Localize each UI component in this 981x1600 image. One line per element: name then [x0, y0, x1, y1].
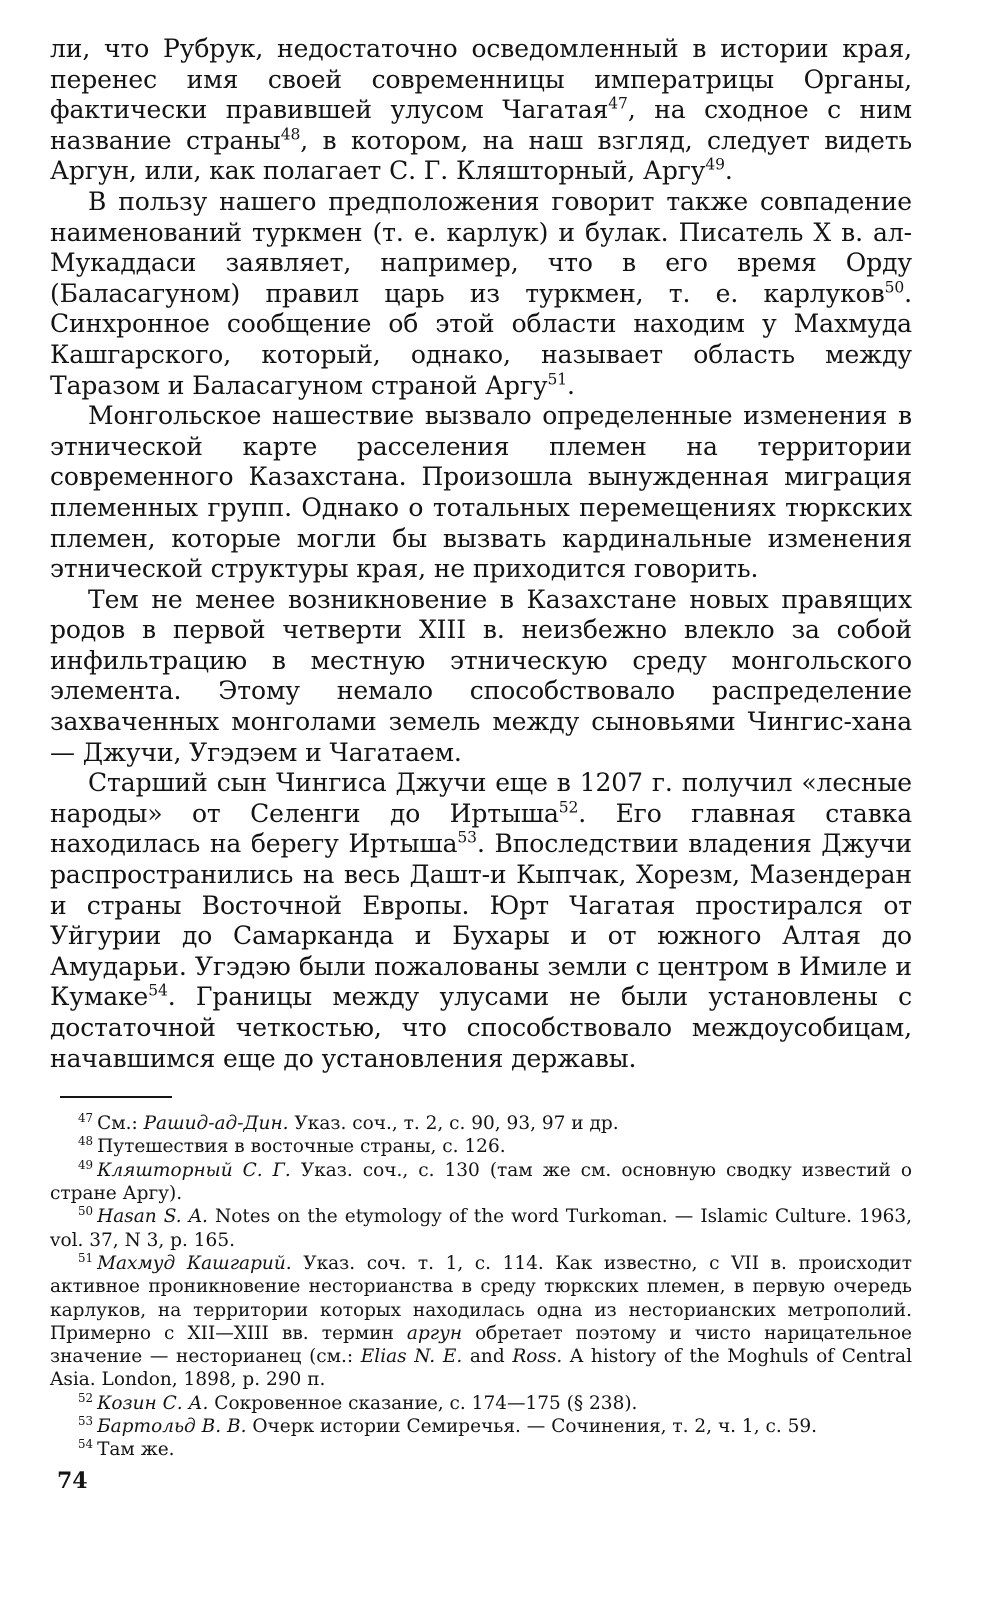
- italic-text: Кляшторный С. Г.: [97, 1159, 291, 1181]
- text-run: Notes on the etymology of the word Turkoman. — Islamic Culture. 1963, vol. 37, N 3, p. 165.: [50, 1206, 913, 1251]
- footnote-ref: 54: [148, 982, 168, 1001]
- italic-text: аргун: [406, 1322, 463, 1344]
- footnote: [50, 1438, 912, 1461]
- text-run: Очерк истории Семиречья. — Сочинения, т. 2, ч. 1, с. 59.: [246, 1416, 818, 1438]
- text-run: Указ. соч. т. 1, с. 114. Как известно, с VII в. происходит активное проникновение несторианства в среду тюркских племен, в первую очередь карлуков, на территории которых находилась одна из несторианских метрополий. Примерно с XII—XIII вв. термин: [50, 1252, 912, 1344]
- footnote-ref: 51: [547, 370, 567, 389]
- footnote-ref: 49: [705, 156, 725, 175]
- text-run: and: [462, 1346, 513, 1368]
- text-run: Путешествия в восточные страны, с. 126.: [97, 1136, 506, 1158]
- footnote-number: 48: [78, 1134, 94, 1149]
- text-run: . Впоследствии владения Джучи распространились на весь Дашт-и Кыпчак, Хорезм, Мазендеран и страны Восточной Европы. Юрт Чагатая простирался от Уйгурии до Самарканда и Бухары и от южного Алтая до Амударьи. Угэдэю были пожалованы земли с центром в Имиле и Кумаке: [50, 829, 912, 1012]
- text-run: обретает поэтому и чисто нарицательное значение — несторианец (см.:: [50, 1322, 912, 1368]
- paragraph: [50, 585, 912, 769]
- text-run: Монгольское нашествие вызвало определенные изменения в этнической карте расселения племен на территории современного Казахстана. Произошла вынужденная миграция племенных групп. Однако о тотальных перемещениях тюркских племен, которые могли бы вызвать кардинальные изменения этнической структуры края, не приходится говорить.: [50, 401, 912, 584]
- italic-text: Elias N. E.: [360, 1346, 463, 1368]
- text-run: A history of the Moghuls of Central Asia. London, 1898, p. 290 п.: [50, 1346, 912, 1391]
- footnote: [50, 1112, 912, 1135]
- text-run: ли, что Рубрук, недостаточно осведомленный в истории края, перенес имя своей современницы императрицы Органы, фактически правившей улусом Чагатая: [50, 34, 912, 125]
- text-run: См.:: [97, 1113, 144, 1135]
- main-text: [50, 34, 912, 1074]
- footnote-number: 54: [78, 1437, 94, 1452]
- footnote: [50, 1392, 912, 1415]
- text-run: . Синхронное сообщение об этой области находим у Махмуда Кашгарского, который, однако, называет область между Таразом и Баласагуном страной Аргу: [50, 278, 912, 400]
- text-run: Тем не менее возникновение в Казахстане новых правящих родов в первой четверти XIII в. неизбежно влекло за собой инфильтрацию в местную этническую среду монгольского элемента. Этому немало способствовало распределение захваченных монголами земель между сыновьями Чингис-хана — Джучи, Угэдэем и Чагатаем.: [50, 584, 912, 767]
- book-page: [50, 34, 912, 1462]
- footnote-ref: 48: [280, 125, 301, 144]
- text-run: . Границы между улусами не были установлены с достаточной четкостью, что способствовало междоусобицам, начавшимся еще до установления державы.: [50, 982, 912, 1073]
- footnote-ref: 52: [558, 798, 579, 817]
- italic-text: Бартольд В. В.: [97, 1416, 247, 1438]
- italic-text: Рашид-ад-Дин.: [143, 1113, 289, 1135]
- text-run: , в котором, на наш взгляд, следует видеть Аргун, или, как полагает С. Г. Кляшторный, Аргу: [50, 125, 912, 186]
- footnote: [50, 1159, 912, 1206]
- text-run: Там же.: [97, 1439, 175, 1461]
- italic-text: Hasan S. A.: [97, 1206, 208, 1228]
- footnote: [50, 1252, 912, 1392]
- italic-text: Махмуд Кашгарий.: [97, 1252, 292, 1274]
- footnote-separator: [60, 1096, 172, 1098]
- footnote: [50, 1135, 912, 1158]
- paragraph: [50, 34, 912, 187]
- paragraph: [50, 401, 912, 585]
- text-run: Старший сын Чингиса Джучи еще в 1207 г. получил «лесные народы» от Селенги до Иртыша: [50, 768, 912, 828]
- text-run: .: [724, 156, 733, 186]
- italic-text: Ross.: [512, 1346, 563, 1368]
- footnotes: [50, 1112, 912, 1461]
- text-run: В пользу нашего предположения говорит также совпадение наименований туркмен (т. е. карлук) и булак. Писатель X в. ал-Мукаддаси заявляет, например, что в его время Орду (Баласагуном) правил царь из туркмен, т. е. карлуков: [50, 186, 912, 308]
- text-run: Указ. соч., т. 2, с. 90, 93, 97 и др.: [288, 1113, 619, 1135]
- text-run: Указ. соч., с. 130 (там же см. основную сводку известий о стране Аргу).: [50, 1159, 912, 1205]
- text-run: , на сходное с ним название страны: [50, 95, 912, 155]
- italic-text: Козин С. А.: [97, 1392, 209, 1414]
- footnote-number: 52: [78, 1390, 94, 1405]
- paragraph: [50, 187, 912, 401]
- text-run: Сокровенное сказание, с. 174—175 (§ 238).: [208, 1392, 638, 1414]
- footnote-ref: 47: [608, 94, 628, 113]
- footnote-number: 50: [78, 1204, 94, 1219]
- text-run: .: [567, 370, 575, 400]
- footnote-ref: 53: [457, 829, 477, 848]
- footnote: [50, 1415, 912, 1438]
- footnote-ref: 50: [884, 278, 905, 297]
- footnote-number: 49: [78, 1157, 94, 1172]
- footnote-number: 53: [78, 1413, 94, 1428]
- footnote: [50, 1205, 912, 1252]
- page-number: 74: [57, 1468, 88, 1494]
- text-run: . Его главная ставка находилась на берегу Иртыша: [50, 798, 912, 859]
- paragraph: [50, 768, 912, 1074]
- footnote-number: 47: [78, 1111, 94, 1126]
- footnote-number: 51: [78, 1250, 94, 1265]
